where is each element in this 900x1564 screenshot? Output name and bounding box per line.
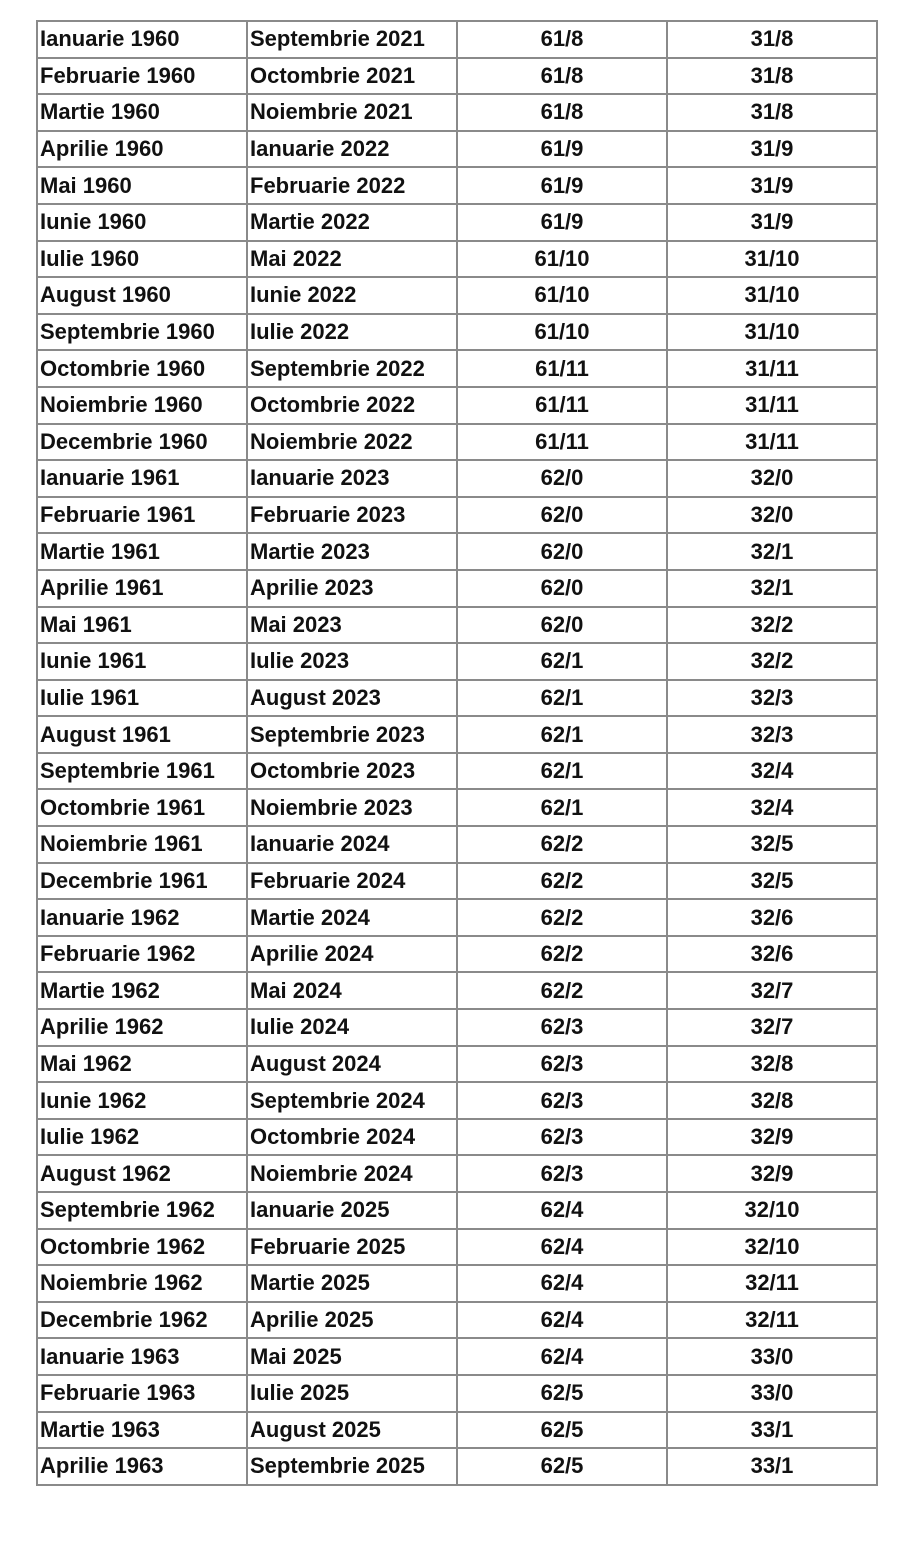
standard-age-cell: 61/11	[457, 424, 667, 461]
table-row	[37, 131, 877, 168]
table-body	[37, 21, 877, 1485]
table-row	[37, 1265, 877, 1302]
birth-date-cell: Februarie 1962	[37, 936, 247, 973]
retirement-date-cell: Iulie 2022	[247, 314, 457, 351]
retirement-date-cell: Iulie 2025	[247, 1375, 457, 1412]
contribution-period-cell: 33/0	[667, 1375, 877, 1412]
birth-date-cell: Aprilie 1960	[37, 131, 247, 168]
table-row	[37, 1155, 877, 1192]
table-row	[37, 1448, 877, 1485]
table-row	[37, 350, 877, 387]
standard-age-cell: 62/0	[457, 460, 667, 497]
table-row	[37, 314, 877, 351]
retirement-date-cell: Ianuarie 2024	[247, 826, 457, 863]
contribution-period-cell: 31/10	[667, 241, 877, 278]
standard-age-cell: 62/3	[457, 1119, 667, 1156]
standard-age-cell: 62/1	[457, 753, 667, 790]
birth-date-cell: Aprilie 1963	[37, 1448, 247, 1485]
retirement-date-cell: Noiembrie 2022	[247, 424, 457, 461]
table-row	[37, 460, 877, 497]
retirement-date-cell: Aprilie 2024	[247, 936, 457, 973]
contribution-period-cell: 31/10	[667, 314, 877, 351]
table-row	[37, 1009, 877, 1046]
contribution-period-cell: 32/5	[667, 863, 877, 900]
table-row	[37, 533, 877, 570]
retirement-date-cell: Octombrie 2024	[247, 1119, 457, 1156]
standard-age-cell: 62/3	[457, 1082, 667, 1119]
table-row	[37, 863, 877, 900]
birth-date-cell: Martie 1960	[37, 94, 247, 131]
table-row	[37, 204, 877, 241]
contribution-period-cell: 32/11	[667, 1302, 877, 1339]
table-row	[37, 1046, 877, 1083]
standard-age-cell: 62/4	[457, 1192, 667, 1229]
standard-age-cell: 61/9	[457, 167, 667, 204]
contribution-period-cell: 31/11	[667, 424, 877, 461]
retirement-date-cell: Mai 2023	[247, 607, 457, 644]
standard-age-cell: 62/1	[457, 789, 667, 826]
birth-date-cell: Mai 1962	[37, 1046, 247, 1083]
table-row	[37, 936, 877, 973]
contribution-period-cell: 32/6	[667, 936, 877, 973]
contribution-period-cell: 33/0	[667, 1338, 877, 1375]
table-row	[37, 1082, 877, 1119]
retirement-table-container	[36, 20, 876, 1486]
table-row	[37, 94, 877, 131]
birth-date-cell: Ianuarie 1962	[37, 899, 247, 936]
table-row	[37, 58, 877, 95]
birth-date-cell: Noiembrie 1961	[37, 826, 247, 863]
table-row	[37, 753, 877, 790]
birth-date-cell: Octombrie 1961	[37, 789, 247, 826]
table-row	[37, 570, 877, 607]
retirement-date-cell: Noiembrie 2024	[247, 1155, 457, 1192]
retirement-date-cell: Octombrie 2021	[247, 58, 457, 95]
standard-age-cell: 62/3	[457, 1009, 667, 1046]
standard-age-cell: 62/3	[457, 1046, 667, 1083]
standard-age-cell: 62/2	[457, 863, 667, 900]
table-row	[37, 716, 877, 753]
birth-date-cell: Octombrie 1962	[37, 1229, 247, 1266]
retirement-date-cell: Iulie 2024	[247, 1009, 457, 1046]
table-row	[37, 899, 877, 936]
birth-date-cell: Februarie 1960	[37, 58, 247, 95]
table-row	[37, 387, 877, 424]
retirement-date-cell: August 2023	[247, 680, 457, 717]
retirement-date-cell: Februarie 2023	[247, 497, 457, 534]
standard-age-cell: 62/2	[457, 826, 667, 863]
birth-date-cell: Mai 1960	[37, 167, 247, 204]
contribution-period-cell: 32/8	[667, 1046, 877, 1083]
table-row	[37, 1302, 877, 1339]
retirement-date-cell: Mai 2022	[247, 241, 457, 278]
retirement-date-cell: Septembrie 2022	[247, 350, 457, 387]
birth-date-cell: Ianuarie 1963	[37, 1338, 247, 1375]
retirement-date-cell: Februarie 2024	[247, 863, 457, 900]
contribution-period-cell: 32/4	[667, 753, 877, 790]
standard-age-cell: 62/0	[457, 570, 667, 607]
contribution-period-cell: 32/10	[667, 1229, 877, 1266]
contribution-period-cell: 32/4	[667, 789, 877, 826]
contribution-period-cell: 32/9	[667, 1155, 877, 1192]
standard-age-cell: 62/4	[457, 1265, 667, 1302]
table-row	[37, 1229, 877, 1266]
table-row	[37, 167, 877, 204]
standard-age-cell: 62/2	[457, 936, 667, 973]
contribution-period-cell: 32/0	[667, 497, 877, 534]
birth-date-cell: Iulie 1960	[37, 241, 247, 278]
retirement-date-cell: Ianuarie 2025	[247, 1192, 457, 1229]
birth-date-cell: Februarie 1963	[37, 1375, 247, 1412]
birth-date-cell: Noiembrie 1962	[37, 1265, 247, 1302]
retirement-date-cell: Martie 2025	[247, 1265, 457, 1302]
standard-age-cell: 62/5	[457, 1375, 667, 1412]
standard-age-cell: 62/1	[457, 716, 667, 753]
contribution-period-cell: 31/9	[667, 131, 877, 168]
birth-date-cell: Iulie 1962	[37, 1119, 247, 1156]
table-row	[37, 1375, 877, 1412]
birth-date-cell: Iunie 1960	[37, 204, 247, 241]
table-row	[37, 826, 877, 863]
contribution-period-cell: 31/8	[667, 94, 877, 131]
standard-age-cell: 62/4	[457, 1302, 667, 1339]
table-row	[37, 972, 877, 1009]
standard-age-cell: 62/4	[457, 1338, 667, 1375]
birth-date-cell: August 1961	[37, 716, 247, 753]
contribution-period-cell: 31/8	[667, 21, 877, 58]
retirement-date-cell: Martie 2024	[247, 899, 457, 936]
retirement-age-table	[36, 20, 878, 1486]
retirement-date-cell: Februarie 2025	[247, 1229, 457, 1266]
retirement-date-cell: Octombrie 2023	[247, 753, 457, 790]
standard-age-cell: 61/9	[457, 204, 667, 241]
standard-age-cell: 62/2	[457, 899, 667, 936]
table-row	[37, 643, 877, 680]
contribution-period-cell: 33/1	[667, 1448, 877, 1485]
retirement-date-cell: Mai 2024	[247, 972, 457, 1009]
contribution-period-cell: 31/11	[667, 350, 877, 387]
table-row	[37, 241, 877, 278]
birth-date-cell: August 1962	[37, 1155, 247, 1192]
standard-age-cell: 61/9	[457, 131, 667, 168]
standard-age-cell: 61/11	[457, 350, 667, 387]
contribution-period-cell: 32/6	[667, 899, 877, 936]
retirement-date-cell: Iunie 2022	[247, 277, 457, 314]
contribution-period-cell: 32/2	[667, 607, 877, 644]
table-row	[37, 1192, 877, 1229]
table-row	[37, 1119, 877, 1156]
standard-age-cell: 62/0	[457, 607, 667, 644]
contribution-period-cell: 31/10	[667, 277, 877, 314]
retirement-date-cell: Septembrie 2025	[247, 1448, 457, 1485]
retirement-date-cell: Mai 2025	[247, 1338, 457, 1375]
contribution-period-cell: 32/3	[667, 680, 877, 717]
retirement-date-cell: Septembrie 2023	[247, 716, 457, 753]
retirement-date-cell: Iulie 2023	[247, 643, 457, 680]
contribution-period-cell: 31/9	[667, 204, 877, 241]
standard-age-cell: 62/1	[457, 643, 667, 680]
contribution-period-cell: 32/3	[667, 716, 877, 753]
birth-date-cell: Iunie 1962	[37, 1082, 247, 1119]
contribution-period-cell: 32/0	[667, 460, 877, 497]
birth-date-cell: Februarie 1961	[37, 497, 247, 534]
table-row	[37, 789, 877, 826]
contribution-period-cell: 32/10	[667, 1192, 877, 1229]
birth-date-cell: Septembrie 1962	[37, 1192, 247, 1229]
retirement-date-cell: Aprilie 2025	[247, 1302, 457, 1339]
contribution-period-cell: 32/11	[667, 1265, 877, 1302]
birth-date-cell: Ianuarie 1961	[37, 460, 247, 497]
retirement-date-cell: Noiembrie 2021	[247, 94, 457, 131]
contribution-period-cell: 32/9	[667, 1119, 877, 1156]
contribution-period-cell: 32/5	[667, 826, 877, 863]
retirement-date-cell: Ianuarie 2022	[247, 131, 457, 168]
birth-date-cell: Martie 1962	[37, 972, 247, 1009]
birth-date-cell: August 1960	[37, 277, 247, 314]
birth-date-cell: Iulie 1961	[37, 680, 247, 717]
standard-age-cell: 62/0	[457, 533, 667, 570]
birth-date-cell: Ianuarie 1960	[37, 21, 247, 58]
birth-date-cell: Aprilie 1962	[37, 1009, 247, 1046]
birth-date-cell: Martie 1963	[37, 1412, 247, 1449]
retirement-date-cell: August 2024	[247, 1046, 457, 1083]
contribution-period-cell: 32/7	[667, 1009, 877, 1046]
retirement-date-cell: Octombrie 2022	[247, 387, 457, 424]
retirement-date-cell: Noiembrie 2023	[247, 789, 457, 826]
birth-date-cell: Noiembrie 1960	[37, 387, 247, 424]
retirement-date-cell: Februarie 2022	[247, 167, 457, 204]
birth-date-cell: Mai 1961	[37, 607, 247, 644]
contribution-period-cell: 31/9	[667, 167, 877, 204]
table-row	[37, 607, 877, 644]
table-row	[37, 21, 877, 58]
table-row	[37, 1412, 877, 1449]
birth-date-cell: Martie 1961	[37, 533, 247, 570]
table-row	[37, 424, 877, 461]
contribution-period-cell: 32/1	[667, 570, 877, 607]
birth-date-cell: Iunie 1961	[37, 643, 247, 680]
standard-age-cell: 62/2	[457, 972, 667, 1009]
standard-age-cell: 62/0	[457, 497, 667, 534]
retirement-date-cell: Martie 2023	[247, 533, 457, 570]
contribution-period-cell: 32/1	[667, 533, 877, 570]
retirement-date-cell: Martie 2022	[247, 204, 457, 241]
birth-date-cell: Decembrie 1962	[37, 1302, 247, 1339]
birth-date-cell: Aprilie 1961	[37, 570, 247, 607]
standard-age-cell: 62/1	[457, 680, 667, 717]
table-row	[37, 277, 877, 314]
contribution-period-cell: 32/2	[667, 643, 877, 680]
table-row	[37, 680, 877, 717]
standard-age-cell: 62/4	[457, 1229, 667, 1266]
standard-age-cell: 61/8	[457, 94, 667, 131]
contribution-period-cell: 32/7	[667, 972, 877, 1009]
birth-date-cell: Decembrie 1960	[37, 424, 247, 461]
standard-age-cell: 61/10	[457, 277, 667, 314]
standard-age-cell: 62/3	[457, 1155, 667, 1192]
standard-age-cell: 61/8	[457, 21, 667, 58]
standard-age-cell: 61/11	[457, 387, 667, 424]
birth-date-cell: Septembrie 1960	[37, 314, 247, 351]
table-row	[37, 497, 877, 534]
retirement-date-cell: August 2025	[247, 1412, 457, 1449]
retirement-date-cell: Septembrie 2021	[247, 21, 457, 58]
contribution-period-cell: 31/8	[667, 58, 877, 95]
retirement-date-cell: Aprilie 2023	[247, 570, 457, 607]
standard-age-cell: 61/8	[457, 58, 667, 95]
table-row	[37, 1338, 877, 1375]
birth-date-cell: Septembrie 1961	[37, 753, 247, 790]
standard-age-cell: 61/10	[457, 314, 667, 351]
contribution-period-cell: 33/1	[667, 1412, 877, 1449]
retirement-date-cell: Ianuarie 2023	[247, 460, 457, 497]
retirement-date-cell: Septembrie 2024	[247, 1082, 457, 1119]
standard-age-cell: 61/10	[457, 241, 667, 278]
birth-date-cell: Octombrie 1960	[37, 350, 247, 387]
standard-age-cell: 62/5	[457, 1448, 667, 1485]
contribution-period-cell: 32/8	[667, 1082, 877, 1119]
standard-age-cell: 62/5	[457, 1412, 667, 1449]
contribution-period-cell: 31/11	[667, 387, 877, 424]
birth-date-cell: Decembrie 1961	[37, 863, 247, 900]
